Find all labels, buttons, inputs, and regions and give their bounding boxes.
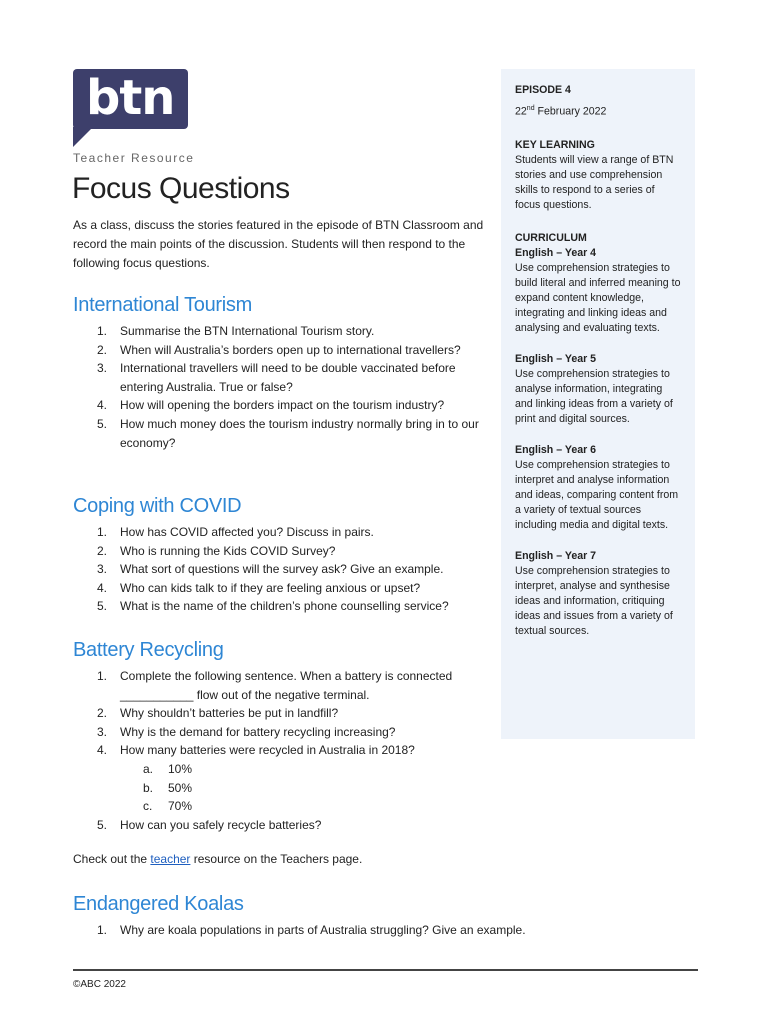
section-heading: Coping with COVID — [73, 495, 242, 517]
section-international-tourism — [73, 292, 493, 452]
question-text: Who can kids talk to if they are feeling anxious or upset? — [120, 580, 421, 595]
question-number: 4. — [97, 743, 108, 758]
option-text: 70% — [168, 799, 193, 814]
question-text: Who is running the Kids COVID Survey? — [120, 543, 336, 558]
question-item — [73, 579, 493, 598]
question-item — [73, 322, 493, 341]
question-number: 5. — [97, 416, 108, 431]
question-text: What is the name of the children’s phone counselling service? — [120, 599, 449, 614]
question-number: 5. — [97, 599, 108, 614]
option-letter: c. — [143, 799, 153, 814]
question-text: Why shouldn’t batteries be put in landfill? — [120, 706, 339, 721]
curriculum-text: Use comprehension strategies to build literal and inferred meaning to expand content knowledge, integrating and linking ideas and analysing and evaluating texts. — [515, 261, 681, 334]
question-item — [73, 704, 493, 723]
option-item — [120, 779, 493, 798]
footer-copyright: ©ABC 2022 — [73, 979, 126, 990]
footer-divider — [73, 969, 698, 971]
question-number: 2. — [97, 342, 108, 357]
question-item — [73, 816, 493, 835]
question-text: How will opening the borders impact on the tourism industry? — [120, 398, 445, 413]
question-number: 3. — [97, 361, 108, 376]
curriculum-text: Use comprehension strategies to analyse information, integrating and linking ideas from a variety of print and digital sources. — [515, 367, 673, 425]
question-text: International travellers will need to be double vaccinated before entering Australia. True or false? — [120, 361, 456, 394]
option-letter: b. — [143, 780, 154, 795]
question-number: 2. — [97, 543, 108, 558]
question-list — [73, 322, 493, 452]
episode-label: EPISODE 4 — [515, 84, 571, 96]
question-item — [73, 667, 493, 704]
question-item — [73, 597, 493, 616]
question-text: Why is the demand for battery recycling increasing? — [120, 724, 396, 739]
question-text: When will Australia’s borders open up to international travellers? — [120, 342, 461, 357]
page-title: Focus Questions — [72, 172, 290, 205]
curriculum-heading: CURRICULUM — [515, 231, 587, 244]
question-number: 3. — [97, 724, 108, 739]
question-item — [73, 921, 526, 940]
question-text: How much money does the tourism industry normally bring in to our economy? — [120, 416, 479, 450]
option-text: 50% — [168, 780, 193, 795]
date-day: 22 — [515, 105, 527, 118]
section-battery-recycling — [73, 637, 493, 834]
key-learning-text: Students will view a range of BTN stories and use comprehension skills to respond to a series of focus questions. — [515, 153, 674, 211]
option-item — [120, 797, 493, 816]
option-text: 10% — [168, 761, 193, 776]
question-item — [73, 523, 493, 542]
curriculum-text: Use comprehension strategies to interpret, analyse and synthesise ideas and information, critiquing ideas and issues from a variety of textual sources. — [515, 564, 673, 637]
question-item — [73, 542, 493, 561]
question-list — [73, 523, 493, 616]
curriculum-year: English – Year 4 — [515, 246, 597, 259]
question-number: 3. — [97, 562, 108, 577]
question-item — [73, 723, 493, 742]
curriculum-year: English – Year 5 — [515, 352, 597, 365]
question-text: How has COVID affected you? Discuss in pairs. — [120, 525, 374, 539]
teacher-link[interactable]: teacher — [150, 852, 191, 866]
question-number: 4. — [97, 580, 108, 595]
checkout-before: Check out the — [73, 852, 151, 866]
checkout-note — [73, 852, 362, 866]
question-list — [73, 921, 526, 940]
section-heading: Battery Recycling — [73, 639, 224, 661]
logo-speech-tail — [73, 127, 93, 147]
episode-date — [515, 101, 681, 120]
question-item — [73, 415, 493, 452]
question-number: 2. — [97, 706, 108, 721]
question-number: 1. — [97, 923, 108, 937]
sidebar-panel — [501, 69, 695, 739]
section-coping-with-covid — [73, 493, 493, 616]
logo-text: btn — [86, 70, 175, 126]
question-item — [73, 341, 493, 360]
curriculum-year: English – Year 7 — [515, 549, 597, 562]
key-learning-heading: KEY LEARNING — [515, 138, 595, 151]
question-item — [73, 359, 493, 396]
curriculum-text: Use comprehension strategies to interpret and analyse information and ideas, comparing content from a variety of textual sources including media and digital texts. — [515, 458, 679, 531]
question-text: What sort of questions will the survey ask? Give an example. — [120, 562, 444, 577]
intro-paragraph: As a class, discuss the stories featured in the episode of BTN Classroom and record the main points of the discussion. Students will then respond to the following focus questions. — [73, 218, 484, 270]
curriculum-year: English – Year 6 — [515, 443, 597, 456]
option-letter: a. — [143, 761, 154, 776]
checkout-after: resource on the Teachers page. — [190, 852, 363, 866]
section-heading: Endangered Koalas — [73, 893, 244, 915]
option-item — [120, 760, 493, 779]
option-list — [120, 760, 493, 816]
question-number: 5. — [97, 817, 108, 832]
section-heading: International Tourism — [73, 294, 252, 316]
question-item — [73, 396, 493, 415]
question-number: 1. — [97, 324, 108, 338]
question-number: 1. — [97, 525, 108, 539]
question-text: How many batteries were recycled in Australia in 2018? — [120, 743, 415, 758]
date-suffix: nd — [526, 105, 535, 112]
question-text: How can you safely recycle batteries? — [120, 817, 322, 832]
question-number: 4. — [97, 398, 108, 413]
teacher-resource-label: Teacher Resource — [73, 151, 195, 165]
question-item — [73, 560, 493, 579]
question-list — [73, 667, 493, 834]
question-number: 1. — [97, 669, 108, 683]
date-rest: February 2022 — [534, 105, 607, 118]
question-item — [73, 741, 493, 815]
section-endangered-koalas — [73, 891, 526, 940]
question-text: Why are koala populations in parts of Australia struggling? Give an example. — [120, 923, 526, 937]
question-text: Summarise the BTN International Tourism story. — [120, 324, 375, 338]
question-text: Complete the following sentence. When a battery is connected ___________ flow out of the negative terminal. — [120, 669, 453, 702]
